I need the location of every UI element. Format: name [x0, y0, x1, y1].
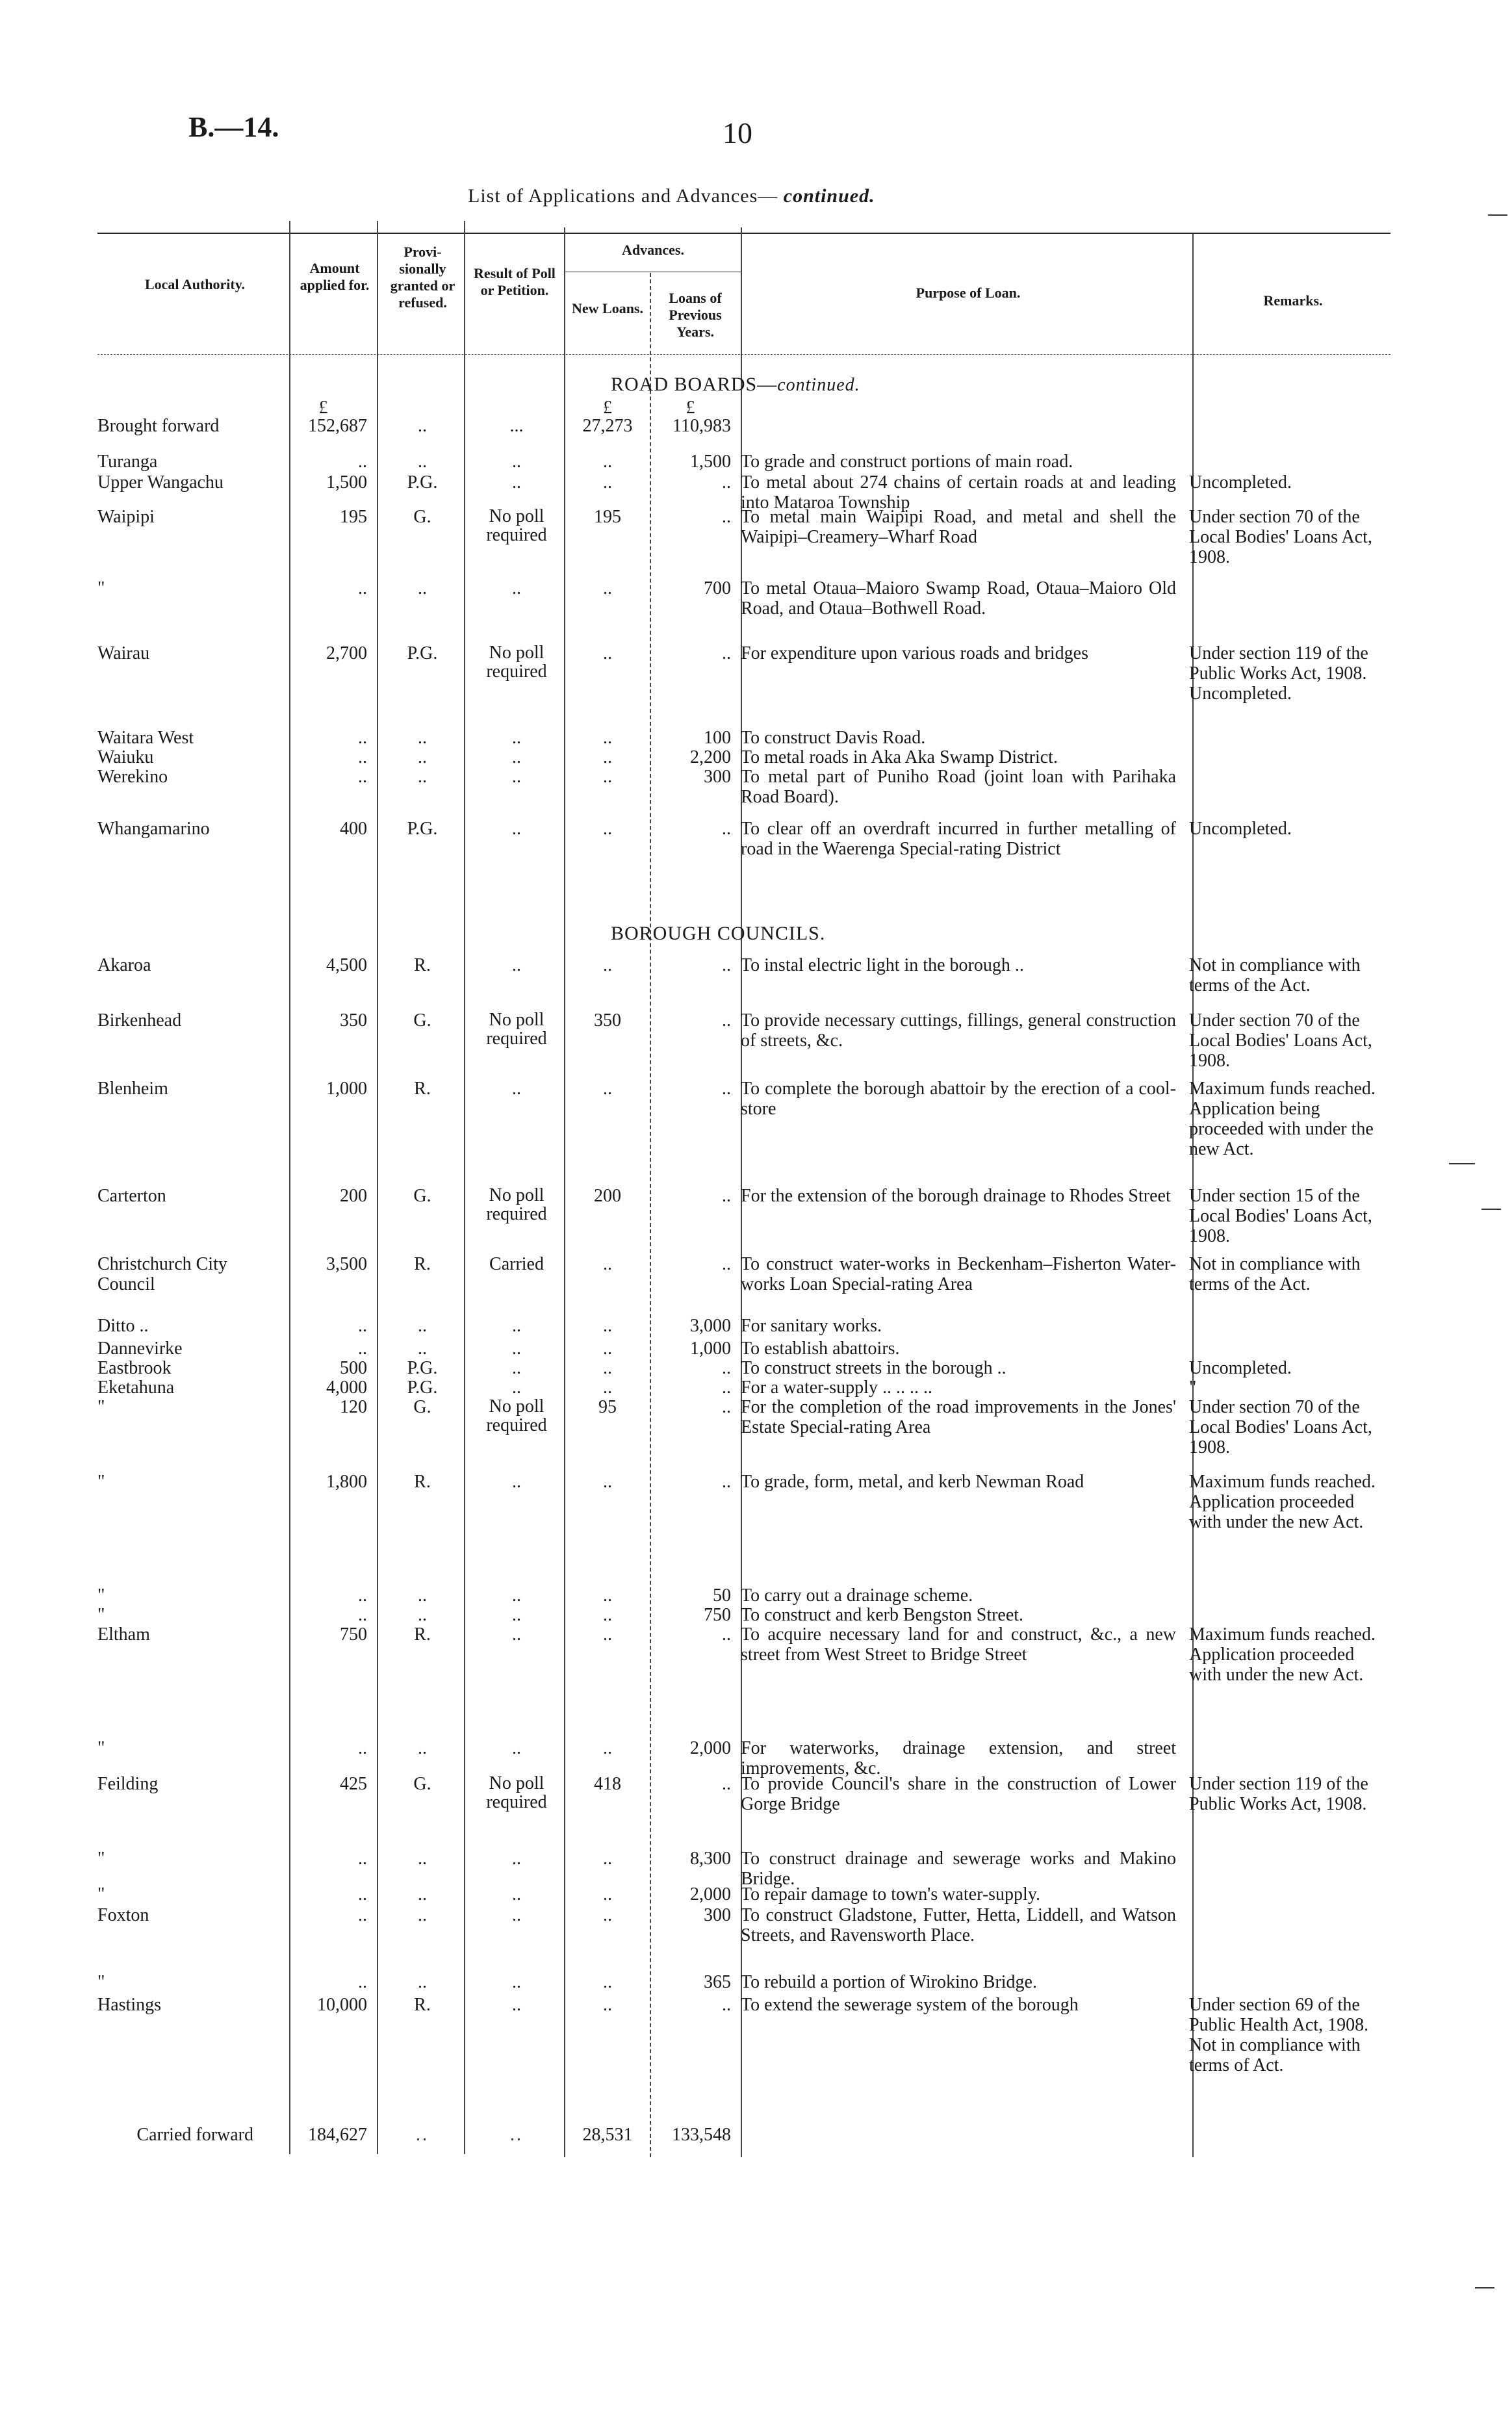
- row-provisional: ..: [418, 1339, 427, 1359]
- row-previous-loans: ..: [722, 1397, 731, 1417]
- row-new-loans: ..: [603, 1079, 612, 1099]
- row-remarks: Under section 119 of the Public Works Act, 1908.: [1189, 1774, 1368, 1814]
- table-top-rule: [97, 233, 1390, 234]
- row-amount: ..: [358, 1905, 367, 1925]
- currency-symbol: £: [686, 398, 695, 418]
- row-previous-loans: 700: [704, 578, 731, 598]
- col-header-authority: Local Authority.: [144, 276, 245, 292]
- row-authority: Carried forward: [136, 2125, 253, 2145]
- row-amount: ..: [358, 1585, 367, 1606]
- row-new-loans: ..: [603, 1605, 612, 1625]
- col-divider: [377, 221, 378, 2154]
- row-provisional: ..: [416, 2125, 429, 2145]
- row-previous-loans: ..: [722, 1358, 731, 1378]
- row-previous-loans: 100: [704, 728, 731, 748]
- col-header-remarks: Remarks.: [1263, 292, 1323, 309]
- row-previous-loans: 133,548: [672, 2125, 731, 2145]
- row-amount: 350: [340, 1010, 367, 1031]
- row-provisional: ..: [418, 1972, 427, 1992]
- row-previous-loans: 50: [713, 1585, 731, 1606]
- row-previous-loans: ..: [722, 1254, 731, 1274]
- row-poll: ..: [512, 578, 521, 598]
- row-authority: Waitara West: [97, 728, 194, 748]
- row-amount: ..: [358, 1316, 367, 1336]
- row-provisional: P.G.: [407, 1378, 438, 1398]
- row-amount: 1,000: [326, 1079, 367, 1099]
- section-heading-borough-councils: BOROUGH COUNCILS.: [611, 923, 826, 944]
- row-previous-loans: ..: [722, 1995, 731, 2015]
- margin-mark: [1481, 1209, 1501, 1210]
- row-purpose: To instal electric light in the borough ..: [741, 955, 1024, 975]
- row-provisional: G.: [413, 1186, 431, 1206]
- row-previous-loans: ..: [722, 507, 731, 527]
- row-amount: 10,000: [317, 1995, 367, 2015]
- col-divider: [464, 221, 465, 2154]
- row-remarks: Under section 119 of the Public Works Act, 1908. Uncompleted.: [1189, 643, 1368, 704]
- row-new-loans: ..: [603, 728, 612, 748]
- row-provisional: ..: [418, 416, 427, 436]
- row-amount: ..: [358, 1972, 367, 1992]
- row-provisional: P.G.: [407, 643, 438, 663]
- row-provisional: ..: [418, 1884, 427, 1904]
- row-authority: ": [97, 1849, 105, 1869]
- row-poll: ..: [512, 1585, 521, 1606]
- row-authority: ": [97, 1472, 105, 1492]
- row-new-loans: ..: [603, 1624, 612, 1645]
- row-new-loans: ..: [603, 1472, 612, 1492]
- row-authority: Brought forward: [97, 416, 220, 436]
- row-authority: Feilding: [97, 1774, 159, 1794]
- row-poll: ..: [512, 1905, 521, 1925]
- row-authority: Birkenhead: [97, 1010, 182, 1031]
- row-purpose: To clear off an overdraft incurred in further metalling of road in the Waerenga Special-rating District: [741, 819, 1176, 859]
- row-purpose: To provide necessary cuttings, fillings, general construction of streets, &c.: [741, 1010, 1176, 1051]
- row-provisional: G.: [413, 1010, 431, 1031]
- row-authority: Christchurch City Council: [97, 1254, 227, 1294]
- row-authority: Waiuku: [97, 747, 154, 767]
- row-remarks: Under section 69 of the Public Health Act, 1908. Not in compliance with terms of Act.: [1189, 1995, 1369, 2075]
- row-amount: ..: [358, 1605, 367, 1625]
- row-authority: Blenheim: [97, 1079, 168, 1099]
- row-purpose: For a water-supply .. .. .. ..: [741, 1378, 932, 1398]
- row-amount: ..: [358, 767, 367, 787]
- row-amount: 3,500: [326, 1254, 367, 1274]
- row-amount: 4,000: [326, 1378, 367, 1398]
- row-poll: ..: [512, 1079, 521, 1099]
- row-purpose: For the extension of the borough drainage to Rhodes Street: [741, 1186, 1171, 1206]
- row-poll: No poll required: [486, 1010, 547, 1049]
- col-header-poll: Result of Poll or Petition.: [474, 265, 556, 298]
- currency-symbol: £: [603, 398, 612, 418]
- row-amount: 1,800: [326, 1472, 367, 1492]
- row-previous-loans: 8,300: [690, 1849, 731, 1869]
- row-poll: ..: [512, 1605, 521, 1625]
- row-purpose: To construct Gladstone, Futter, Hetta, Liddell, and Watson Streets, and Ravensworth Place.: [741, 1905, 1176, 1945]
- row-new-loans: 200: [594, 1186, 621, 1206]
- section-title: ROAD BOARDS—: [611, 374, 778, 395]
- row-previous-loans: 2,000: [690, 1884, 731, 1904]
- row-provisional: R.: [414, 1624, 431, 1645]
- margin-mark: [1488, 214, 1507, 216]
- row-previous-loans: ..: [722, 1624, 731, 1645]
- row-amount: ..: [358, 1738, 367, 1758]
- margin-mark: [1449, 1163, 1475, 1164]
- row-new-loans: ..: [603, 1254, 612, 1274]
- page-title: [468, 185, 875, 207]
- row-poll: ..: [512, 1738, 521, 1758]
- row-amount: 750: [340, 1624, 367, 1645]
- row-provisional: P.G.: [407, 472, 438, 493]
- row-new-loans: 350: [594, 1010, 621, 1031]
- row-remarks: Maximum funds reached. Application proceeded with under the new Act.: [1189, 1472, 1376, 1532]
- row-purpose: To complete the borough abattoir by the erection of a cool-store: [741, 1079, 1176, 1119]
- row-amount: ..: [358, 728, 367, 748]
- row-new-loans: ..: [603, 578, 612, 598]
- row-authority: Eastbrook: [97, 1358, 172, 1378]
- row-purpose: To metal roads in Aka Aka Swamp District.: [741, 747, 1058, 767]
- row-poll: ..: [512, 1884, 521, 1904]
- row-authority: Eketahuna: [97, 1378, 175, 1398]
- row-amount: ..: [358, 747, 367, 767]
- row-authority: Dannevirke: [97, 1339, 183, 1359]
- row-amount: 4,500: [326, 955, 367, 975]
- row-authority: Wairau: [97, 643, 150, 663]
- row-new-loans: 27,273: [582, 416, 633, 436]
- row-new-loans: ..: [603, 819, 612, 839]
- row-poll: ..: [512, 1972, 521, 1992]
- row-authority: ": [97, 1585, 105, 1606]
- row-amount: ..: [358, 1849, 367, 1869]
- row-previous-loans: 365: [704, 1972, 731, 1992]
- row-poll: ..: [512, 1358, 521, 1378]
- row-remarks: Under section 15 of the Local Bodies' Loans Act, 1908.: [1189, 1186, 1372, 1246]
- page-number: 10: [723, 116, 752, 149]
- row-provisional: ..: [418, 1605, 427, 1625]
- row-remarks: Uncompleted.: [1189, 472, 1292, 493]
- row-authority: Werekino: [97, 767, 168, 787]
- row-provisional: R.: [414, 1254, 431, 1274]
- col-header-new-loans: New Loans.: [571, 300, 643, 316]
- report-code: B.—14.: [188, 111, 279, 143]
- row-authority: Upper Wangachu: [97, 472, 224, 493]
- row-remarks: Maximum funds reached. Application being proceeded with under the new Act.: [1189, 1079, 1376, 1159]
- row-provisional: R.: [414, 1079, 431, 1099]
- row-new-loans: ..: [603, 643, 612, 663]
- header-bottom-rule: [97, 354, 1390, 355]
- row-purpose: To construct drainage and sewerage works and Makino Bridge.: [741, 1849, 1176, 1889]
- row-purpose: To construct and kerb Bengston Street.: [741, 1605, 1024, 1625]
- row-purpose: To construct streets in the borough ..: [741, 1358, 1006, 1378]
- row-amount: 500: [340, 1358, 367, 1378]
- row-provisional: G.: [413, 1397, 431, 1417]
- row-poll: ..: [512, 1378, 521, 1398]
- title-continued: continued.: [783, 185, 875, 207]
- row-previous-loans: ..: [722, 819, 731, 839]
- row-previous-loans: 2,000: [690, 1738, 731, 1758]
- row-remarks: Under section 70 of the Local Bodies' Loans Act, 1908.: [1189, 507, 1372, 567]
- row-previous-loans: ..: [722, 1186, 731, 1206]
- row-purpose: To construct Davis Road.: [741, 728, 926, 748]
- col-header-provisionally: Provi- sionally granted or refused.: [390, 244, 455, 311]
- row-new-loans: ..: [603, 1995, 612, 2015]
- row-authority: Carterton: [97, 1186, 166, 1206]
- row-remarks: Not in compliance with terms of the Act.: [1189, 955, 1361, 995]
- row-authority: Foxton: [97, 1905, 149, 1925]
- row-authority: ": [97, 1884, 105, 1904]
- row-amount: ..: [358, 578, 367, 598]
- row-poll: No poll required: [486, 1773, 547, 1812]
- row-new-loans: ..: [603, 1316, 612, 1336]
- row-provisional: P.G.: [407, 819, 438, 839]
- row-poll: ..: [512, 1624, 521, 1645]
- row-remarks: Maximum funds reached. Application proceeded with under the new Act.: [1189, 1624, 1376, 1685]
- row-provisional: ..: [418, 767, 427, 787]
- row-new-loans: 418: [594, 1774, 621, 1794]
- row-purpose: To grade and construct portions of main road.: [741, 452, 1073, 472]
- row-new-loans: ..: [603, 1358, 612, 1378]
- row-authority: ": [97, 1605, 105, 1625]
- row-purpose: For waterworks, drainage extension, and street improvements, &c.: [741, 1738, 1176, 1778]
- row-provisional: P.G.: [407, 1358, 438, 1378]
- row-poll: ..: [512, 767, 521, 787]
- row-provisional: R.: [414, 955, 431, 975]
- col-header-amount: Amount applied for.: [300, 260, 370, 293]
- row-authority: Akaroa: [97, 955, 151, 975]
- row-new-loans: ..: [603, 1585, 612, 1606]
- row-poll: ..: [512, 472, 521, 493]
- row-poll: ..: [512, 728, 521, 748]
- row-authority: Ditto ..: [97, 1316, 149, 1336]
- row-new-loans: ..: [603, 1738, 612, 1758]
- row-provisional: G.: [413, 1774, 431, 1794]
- section-heading-road-boards: [611, 374, 860, 396]
- row-new-loans: 28,531: [582, 2125, 633, 2145]
- row-new-loans: ..: [603, 955, 612, 975]
- row-authority: Whangamarino: [97, 819, 210, 839]
- row-provisional: G.: [413, 507, 431, 527]
- row-poll: ..: [512, 1849, 521, 1869]
- row-purpose: To metal Otaua–Maioro Swamp Road, Otaua–Maioro Old Road, and Otaua–Bothwell Road.: [741, 578, 1176, 619]
- row-poll: No poll required: [486, 506, 547, 545]
- row-remarks: Under section 70 of the Local Bodies' Loans Act, 1908.: [1189, 1397, 1372, 1457]
- row-new-loans: 95: [598, 1397, 617, 1417]
- row-amount: ..: [358, 1884, 367, 1904]
- row-previous-loans: ..: [722, 1472, 731, 1492]
- row-remarks: Uncompleted.: [1189, 1358, 1292, 1378]
- row-authority: ": [97, 1972, 105, 1992]
- row-amount: 184,627: [308, 2125, 367, 2145]
- row-authority: ": [97, 578, 105, 598]
- row-purpose: To construct water-works in Beckenham–Fisherton Water-works Loan Special-rating Area: [741, 1254, 1176, 1294]
- row-amount: 425: [340, 1774, 367, 1794]
- row-provisional: R.: [414, 1472, 431, 1492]
- row-poll: No poll required: [486, 643, 547, 682]
- row-provisional: ..: [418, 1849, 427, 1869]
- row-authority: ": [97, 1397, 105, 1417]
- row-poll: No poll required: [486, 1185, 547, 1224]
- row-previous-loans: ..: [722, 1079, 731, 1099]
- row-amount: 152,687: [308, 416, 367, 436]
- row-poll: ...: [509, 416, 524, 436]
- row-purpose: To establish abattoirs.: [741, 1339, 900, 1359]
- row-previous-loans: ..: [722, 472, 731, 493]
- title-text: List of Applications and Advances—: [468, 185, 778, 207]
- row-new-loans: 195: [594, 507, 621, 527]
- row-purpose: For sanitary works.: [741, 1316, 882, 1336]
- row-provisional: ..: [418, 578, 427, 598]
- row-remarks: ": [1189, 1378, 1197, 1398]
- row-poll: ..: [512, 1339, 521, 1359]
- row-provisional: ..: [418, 1316, 427, 1336]
- row-previous-loans: 3,000: [690, 1316, 731, 1336]
- row-authority: Waipipi: [97, 507, 155, 527]
- row-amount: 200: [340, 1186, 367, 1206]
- row-new-loans: ..: [603, 1339, 612, 1359]
- row-remarks: Under section 70 of the Local Bodies' Loans Act, 1908.: [1189, 1010, 1372, 1071]
- row-purpose: To rebuild a portion of Wirokino Bridge.: [741, 1972, 1037, 1992]
- row-previous-loans: 1,500: [690, 452, 731, 472]
- row-remarks: Not in compliance with terms of the Act.: [1189, 1254, 1361, 1294]
- row-previous-loans: 110,983: [673, 416, 731, 436]
- row-authority: ": [97, 1738, 105, 1758]
- row-authority: Hastings: [97, 1995, 161, 2015]
- row-authority: Eltham: [97, 1624, 150, 1645]
- row-amount: 195: [340, 507, 367, 527]
- row-new-loans: ..: [603, 452, 612, 472]
- margin-mark: [1475, 2287, 1494, 2288]
- row-purpose: To carry out a drainage scheme.: [741, 1585, 973, 1606]
- row-purpose: For the completion of the road improvements in the Jones' Estate Special-rating Area: [741, 1397, 1176, 1437]
- row-new-loans: ..: [603, 1972, 612, 1992]
- currency-symbol: £: [318, 398, 328, 418]
- row-purpose: To grade, form, metal, and kerb Newman Road: [741, 1472, 1084, 1492]
- row-amount: ..: [358, 452, 367, 472]
- col-header-previous-loans: Loans of Previous Years.: [669, 290, 722, 340]
- row-poll: ..: [512, 1995, 521, 2015]
- row-previous-loans: 300: [704, 1905, 731, 1925]
- row-new-loans: ..: [603, 1905, 612, 1925]
- row-poll: Carried: [489, 1254, 544, 1274]
- row-poll: ..: [512, 452, 521, 472]
- row-previous-loans: ..: [722, 955, 731, 975]
- row-new-loans: ..: [603, 747, 612, 767]
- row-previous-loans: ..: [722, 1774, 731, 1794]
- row-purpose: To extend the sewerage system of the borough: [741, 1995, 1079, 2015]
- row-poll: No poll required: [486, 1396, 547, 1435]
- row-provisional: ..: [418, 452, 427, 472]
- row-poll: ..: [512, 1316, 521, 1336]
- row-purpose: To metal about 274 chains of certain roads at and leading into Mataroa Township: [741, 472, 1176, 513]
- row-provisional: ..: [418, 1585, 427, 1606]
- row-previous-loans: ..: [722, 1010, 731, 1031]
- row-poll: ..: [512, 1472, 521, 1492]
- row-provisional: ..: [418, 728, 427, 748]
- row-poll: ..: [510, 2125, 523, 2145]
- row-purpose: To acquire necessary land for and construct, &c., a new street from West Street to Bridge Street: [741, 1624, 1176, 1665]
- row-provisional: ..: [418, 747, 427, 767]
- row-amount: ..: [358, 1339, 367, 1359]
- row-amount: 400: [340, 819, 367, 839]
- row-new-loans: ..: [603, 767, 612, 787]
- section-continued: continued.: [777, 375, 860, 395]
- row-new-loans: ..: [603, 1849, 612, 1869]
- row-provisional: ..: [418, 1905, 427, 1925]
- row-new-loans: ..: [603, 472, 612, 493]
- row-provisional: R.: [414, 1995, 431, 2015]
- row-purpose: For expenditure upon various roads and bridges: [741, 643, 1088, 663]
- row-previous-loans: 300: [704, 767, 731, 787]
- row-previous-loans: 1,000: [690, 1339, 731, 1359]
- row-previous-loans: 2,200: [690, 747, 731, 767]
- row-purpose: To metal main Waipipi Road, and metal and shell the Waipipi–Creamery–Wharf Road: [741, 507, 1176, 547]
- row-amount: 2,700: [326, 643, 367, 663]
- row-authority: Turanga: [97, 452, 158, 472]
- row-previous-loans: 750: [704, 1605, 731, 1625]
- row-new-loans: ..: [603, 1884, 612, 1904]
- row-purpose: To metal part of Puniho Road (joint loan with Parihaka Road Board).: [741, 767, 1176, 807]
- row-remarks: Uncompleted.: [1189, 819, 1292, 839]
- col-header-purpose: Purpose of Loan.: [916, 285, 1021, 301]
- row-previous-loans: ..: [722, 643, 731, 663]
- row-provisional: ..: [418, 1738, 427, 1758]
- row-amount: 120: [340, 1397, 367, 1417]
- row-new-loans: ..: [603, 1378, 612, 1398]
- col-divider: [650, 273, 651, 2157]
- row-poll: ..: [512, 955, 521, 975]
- row-previous-loans: ..: [722, 1378, 731, 1398]
- col-header-advances: Advances.: [622, 242, 684, 258]
- row-amount: 1,500: [326, 472, 367, 493]
- row-poll: ..: [512, 819, 521, 839]
- row-purpose: To provide Council's share in the construction of Lower Gorge Bridge: [741, 1774, 1176, 1814]
- row-poll: ..: [512, 747, 521, 767]
- row-purpose: To repair damage to town's water-supply.: [741, 1884, 1041, 1904]
